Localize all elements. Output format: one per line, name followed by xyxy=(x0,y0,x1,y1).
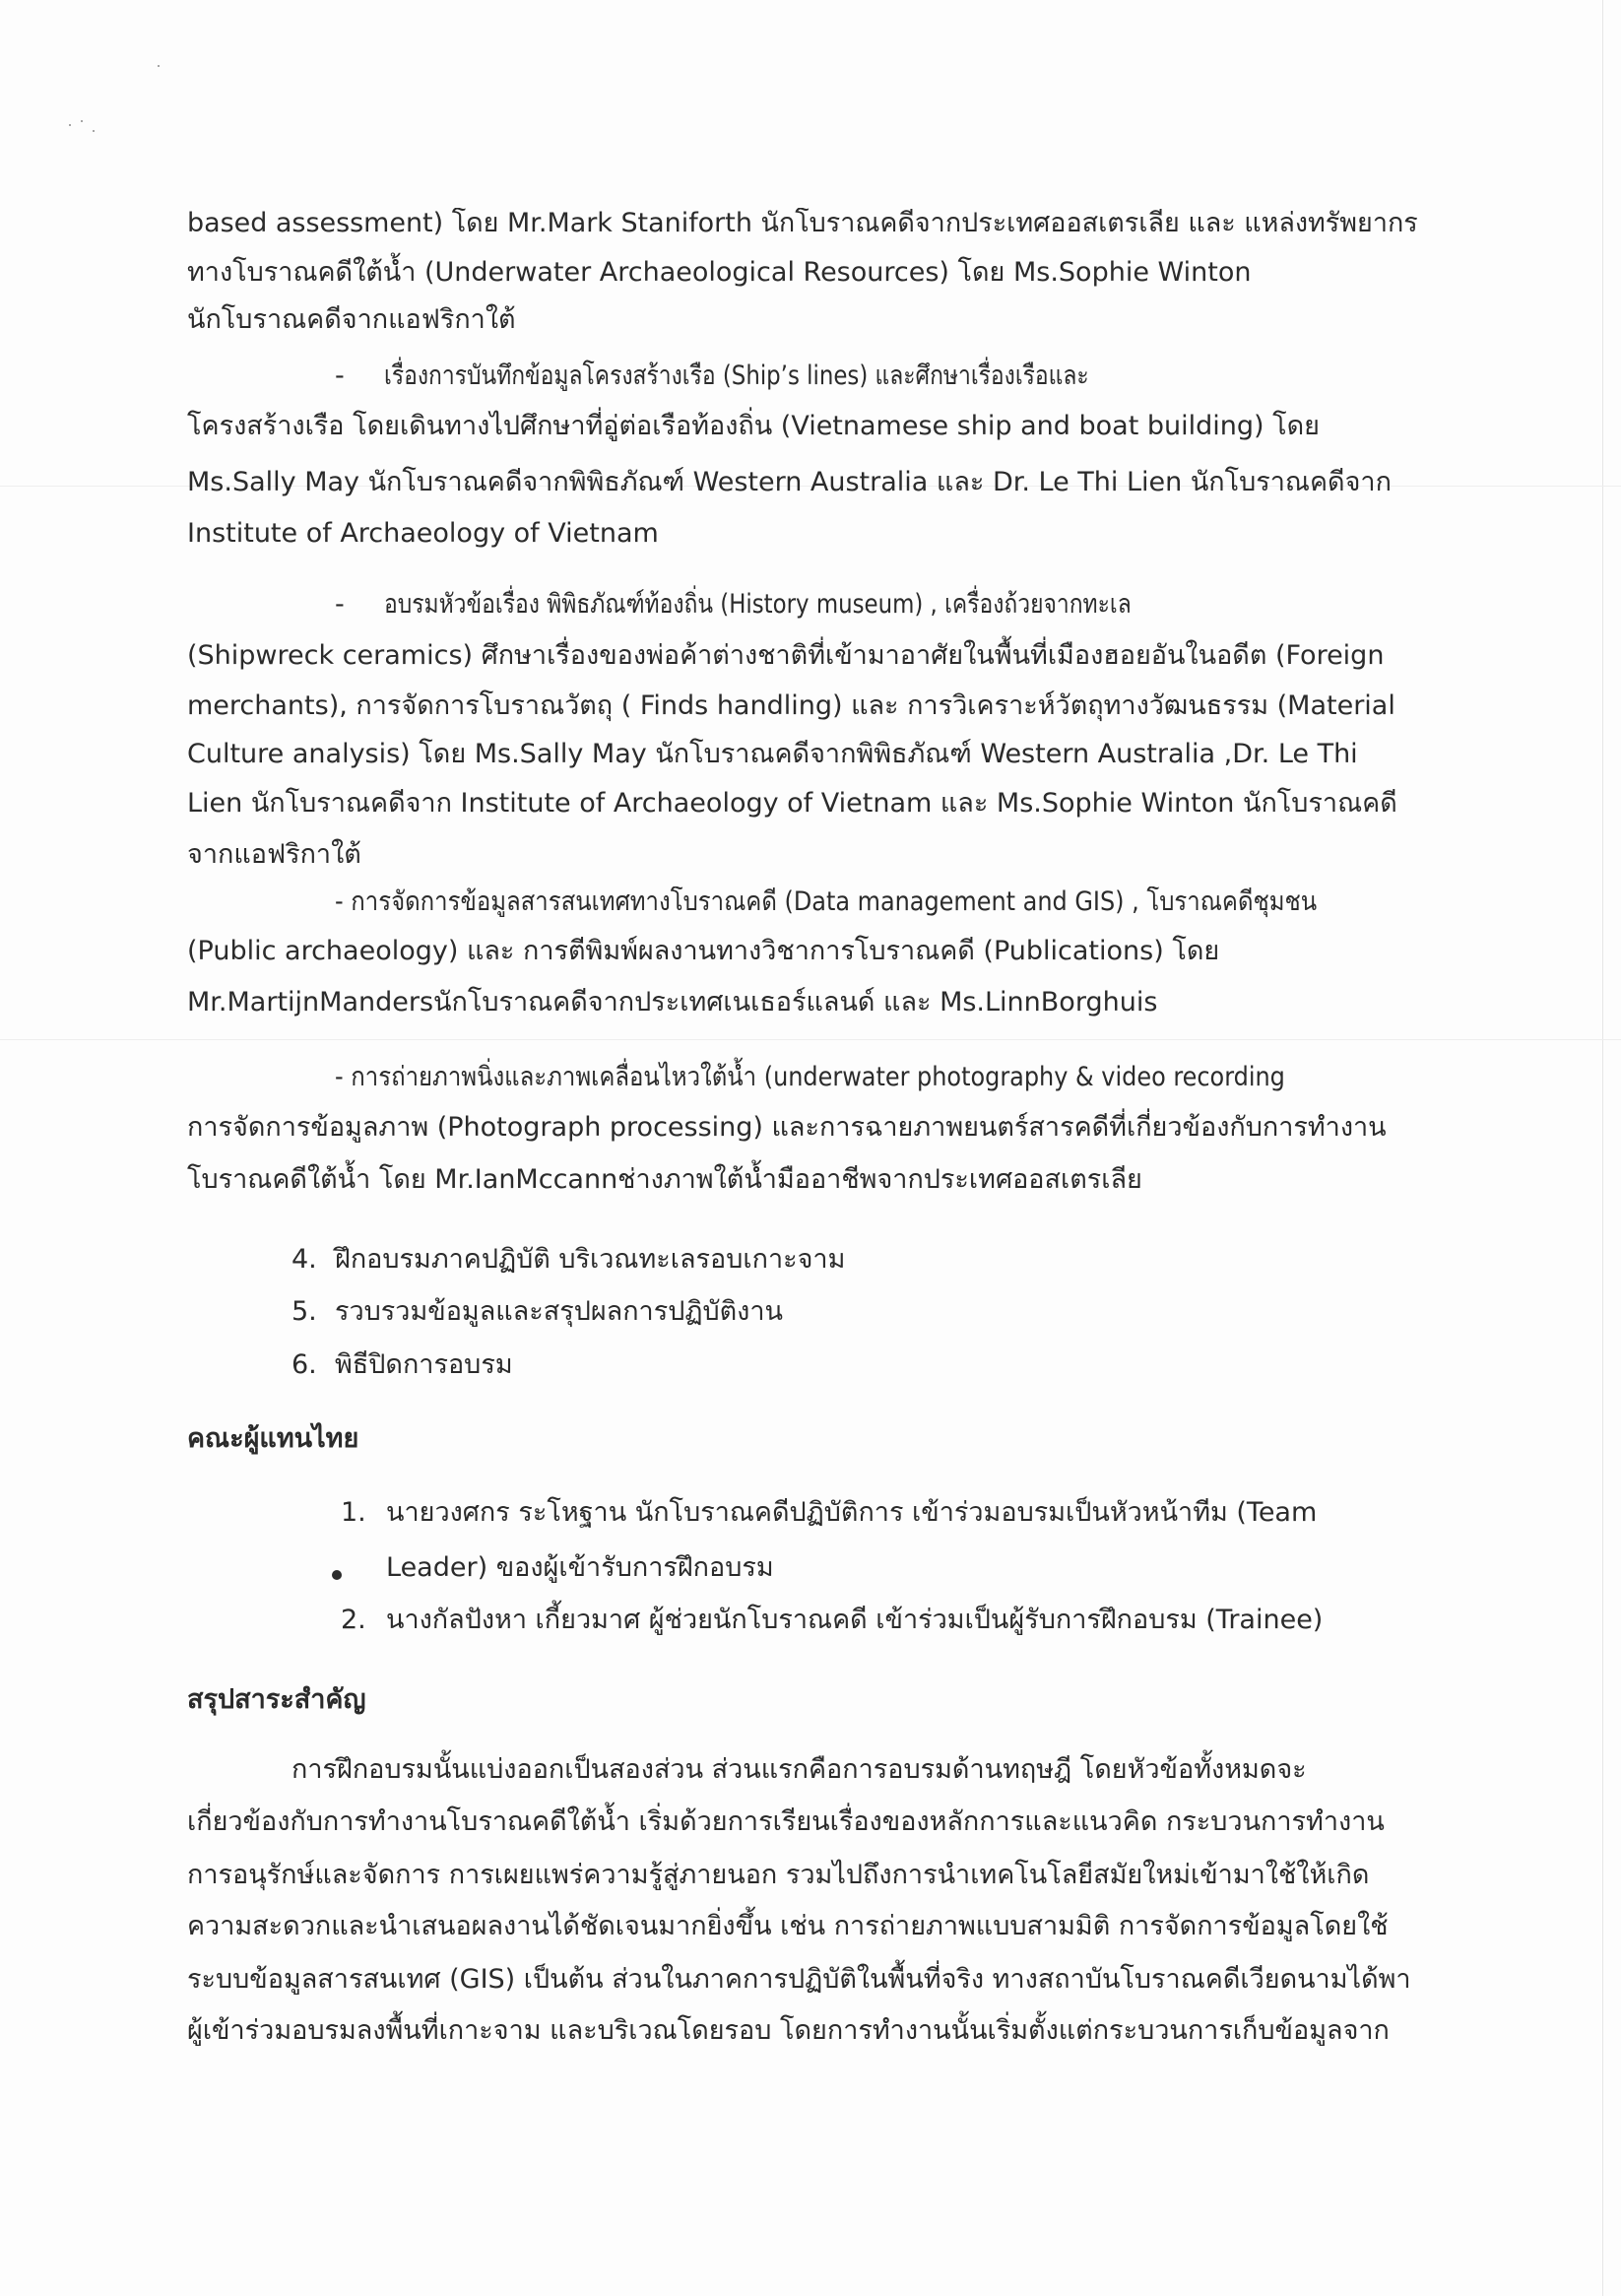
summary-line: เกี่ยวข้องกับการทำงานโบราณคดีใต้น้ำ เริ่มด้วยการเรียนเรื่องของหลักการและแนวคิด กระบวนการทำงาน xyxy=(187,1806,1385,1837)
member-line: นางกัลปังหา เกี้ยวมาศ ผู้ช่วยนักโบราณคดี เข้าร่วมเป็นผู้รับการฝึกอบรม (Trainee) xyxy=(386,1605,1324,1635)
list-item-line: (Shipwreck ceramics) ศึกษาเรื่องของพ่อค้าต่างชาติที่เข้ามาอาศัยในพื้นที่เมืองฮอยอันในอดีต (Foreign xyxy=(187,640,1385,671)
list-item-line: merchants), การจัดการโบราณวัตถุ ( Finds handling) และ การวิเคราะห์วัตถุทางวัฒนธรรม (Material xyxy=(187,690,1395,721)
list-item-line: อบรมหัวข้อเรื่อง พิพิธภัณฑ์ท้องถิ่น (History museum) , เครื่องถ้วยจากทะเล xyxy=(384,589,1132,620)
member-number: 1. xyxy=(341,1497,366,1528)
section-heading: คณะผู้แทนไทย xyxy=(187,1423,359,1454)
numbered-item-text: รวบรวมข้อมูลและสรุปผลการปฏิบัติงาน xyxy=(335,1296,783,1327)
scan-speck xyxy=(69,124,71,126)
scan-faint-rule xyxy=(0,1039,1621,1040)
member-number: 2. xyxy=(341,1605,366,1635)
summary-line: ความสะดวกและนำเสนอผลงานได้ชัดเจนมากยิ่งขึ้น เช่น การถ่ายภาพแบบสามมิติ การจัดการข้อมูลโดยใช้ xyxy=(187,1911,1389,1941)
member-line: Leader) ของผู้เข้ารับการฝึกอบรม xyxy=(386,1552,774,1583)
list-item-line: Lien นักโบราณคดีจาก Institute of Archaeology of Vietnam และ Ms.Sophie Winton นักโบราณคดี xyxy=(187,788,1397,819)
list-item-line: Mr.MartijnMandersนักโบราณคดีจากประเทศเนเธอร์แลนด์ และ Ms.LinnBorghuis xyxy=(187,987,1158,1017)
numbered-item-text: ฝึกอบรมภาคปฏิบัติ บริเวณทะเลรอบเกาะจาม xyxy=(335,1244,846,1275)
scan-speck xyxy=(93,130,95,132)
list-item-line: โครงสร้างเรือ โดยเดินทางไปศึกษาที่อู่ต่อเรือท้องถิ่น (Vietnamese ship and boat building) โดย xyxy=(187,411,1320,441)
scan-speck xyxy=(81,120,83,122)
list-item-line: Institute of Archaeology of Vietnam xyxy=(187,518,659,549)
list-item-line: - การถ่ายภาพนิ่งและภาพเคลื่อนไหวใต้น้ำ (underwater photography & video recording xyxy=(335,1062,1285,1092)
section-heading: สรุปสาระสำคัญ xyxy=(187,1684,366,1715)
scan-edge-line xyxy=(1602,0,1603,2296)
scan-speck xyxy=(158,65,160,67)
paragraph-line: based assessment) โดย Mr.Mark Staniforth นักโบราณคดีจากประเทศออสเตรเลีย และ แหล่งทรัพยากร xyxy=(187,208,1418,238)
numbered-item-number: 6. xyxy=(292,1349,317,1380)
summary-line: การอนุรักษ์และจัดการ การเผยแพร่ความรู้สู่ภายนอก รวมไปถึงการนำเทคโนโลยีสมัยใหม่เข้ามาใช้ให้เกิด xyxy=(187,1860,1370,1890)
paragraph-line: นักโบราณคดีจากแอฟริกาใต้ xyxy=(187,304,516,335)
summary-line: การฝึกอบรมนั้นแบ่งออกเป็นสองส่วน ส่วนแรกคือการอบรมด้านทฤษฎี โดยหัวข้อทั้งหมดจะ xyxy=(292,1754,1307,1785)
numbered-item-text: พิธีปิดการอบรม xyxy=(335,1349,513,1380)
list-item-line: Ms.Sally May นักโบราณคดีจากพิพิธภัณฑ์ Western Australia และ Dr. Le Thi Lien นักโบราณคดีจาก xyxy=(187,467,1392,497)
summary-line: ผู้เข้าร่วมอบรมลงพื้นที่เกาะจาม และบริเวณโดยรอบ โดยการทำงานนั้นเริ่มตั้งแต่กระบวนการเก็บข้อมูลจาก xyxy=(187,2015,1390,2046)
numbered-item-number: 4. xyxy=(292,1244,317,1275)
bullet-icon xyxy=(332,1570,342,1580)
list-dash: - xyxy=(335,361,345,391)
list-item-line: Culture analysis) โดย Ms.Sally May นักโบราณคดีจากพิพิธภัณฑ์ Western Australia ,Dr. Le Thi xyxy=(187,739,1358,769)
list-item-line: - การจัดการข้อมูลสารสนเทศทางโบราณคดี (Data management and GIS) , โบราณคดีชุมชน xyxy=(335,886,1318,917)
list-item-line: โบราณคดีใต้น้ำ โดย Mr.IanMccannช่างภาพใต้น้ำมืออาชีพจากประเทศออสเตรเลีย xyxy=(187,1164,1142,1195)
list-item-line: เรื่องการบันทึกข้อมูลโครงสร้างเรือ (Ship’s lines) และศึกษาเรื่องเรือและ xyxy=(384,361,1089,391)
summary-line: ระบบข้อมูลสารสนเทศ (GIS) เป็นต้น ส่วนในภาคการปฏิบัติในพื้นที่จริง ทางสถาบันโบราณคดีเวียดนามได้พา xyxy=(187,1964,1411,1995)
list-dash: - xyxy=(335,589,345,620)
list-item-line: การจัดการข้อมูลภาพ (Photograph processing) และการฉายภาพยนตร์สารคดีที่เกี่ยวข้องกับการทำงาน xyxy=(187,1112,1387,1143)
numbered-item-number: 5. xyxy=(292,1296,317,1327)
list-item-line: (Public archaeology) และ การตีพิมพ์ผลงานทางวิชาการโบราณคดี (Publications) โดย xyxy=(187,936,1220,966)
member-line: นายวงศกร ระโหฐาน นักโบราณคดีปฏิบัติการ เข้าร่วมอบรมเป็นหัวหน้าทีม (Team xyxy=(386,1497,1318,1528)
paragraph-line: ทางโบราณคดีใต้น้ำ (Underwater Archaeological Resources) โดย Ms.Sophie Winton xyxy=(187,257,1252,288)
list-item-line: จากแอฟริกาใต้ xyxy=(187,839,361,870)
